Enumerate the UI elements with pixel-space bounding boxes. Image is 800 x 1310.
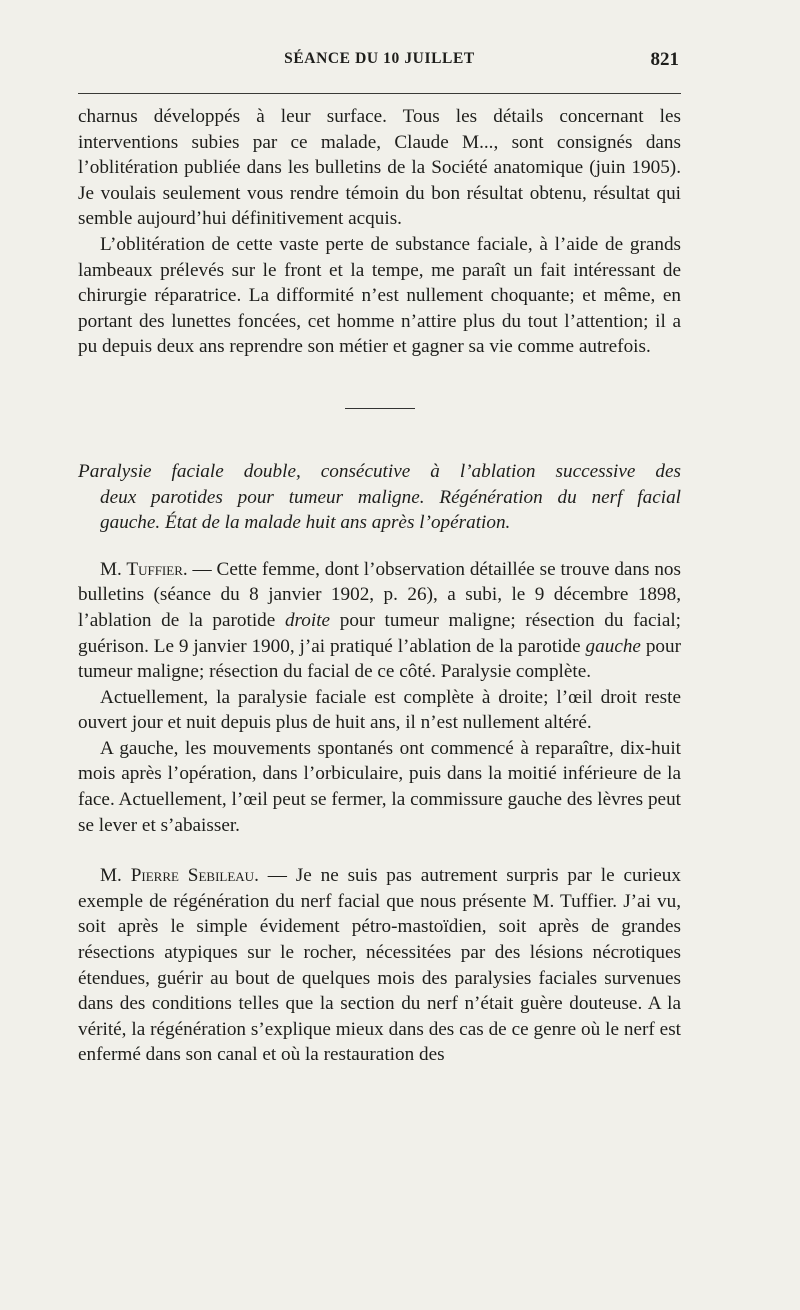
paragraph-tuffier-intro: M. Tuffier. — Cette femme, dont l’observation détaillée se trouve dans nos bulletins (séance du 8 janvier 1902, p. 26), a subi, le 9 décembre 1898, l’ablation de la parotide droite pour tumeur maligne; résection du facial; guérison. Le 9 janvier 1900, j’ai pratiqué l’ablation de la parotide gauche pour tumeur maligne; résection du facial de ce côté. Paralysie complète.: [78, 558, 681, 683]
section-title-line: deux parotides pour tumeur maligne. Régénération du nerf facial: [100, 486, 681, 508]
paragraph-tuffier-left: A gauche, les mouvements spontanés ont commencé à reparaître, dix-huit mois après l’opération, dans l’orbiculaire, puis dans la moitié inférieure de la face. Actuellement, l’œil peut se fermer, la commissure gauche des lèvres peut se lever et s’abaisser.: [78, 737, 681, 836]
speaker-name: M. Pierre Sebileau.: [100, 865, 259, 887]
page-body: [78, 104, 681, 1068]
paragraph-sebileau: M. Pierre Sebileau. — Je ne suis pas autrement surpris par le curieux exemple de régénération du nerf facial que nous présente M. Tuffier. J’ai vu, soit après le simple évidement pétro-mastoïdien, soit après de grandes résections atypiques sur le rocher, nécessitées par des lésions nécrotiques étendues, guérir au bout de quelques mois des paralysies faciales survenues dans des conditions telles que la section du nerf n’était guère douteuse. A la vérité, la régénération s’explique mieux dans des cas de ce genre où le nerf est enfermé dans son canal et où la restauration des: [78, 865, 681, 1066]
section-title: [78, 459, 681, 536]
section-title-line: gauche. État de la malade huit ans après l’opération.: [100, 512, 511, 534]
header-rule: [78, 93, 681, 94]
section-separator: [345, 408, 415, 409]
paragraph-tuffier-right: Actuellement, la paralysie faciale est complète à droite; l’œil droit reste ouvert jour et nuit depuis plus de huit ans, il n’est nullement altéré.: [78, 686, 681, 734]
section-title-line: Paralysie faciale double, consécutive à l’ablation successive des: [78, 460, 681, 482]
emphasis: gauche: [585, 635, 641, 657]
emphasis: droite: [284, 609, 331, 631]
paragraph-continuation: charnus développés à leur surface. Tous les détails concernant les interventions subies par ce malade, Claude M..., sont consignés dans l’oblitération publiée dans les bulletins de la Société anatomique (juin 1905). Je voulais seulement vous rendre témoin du bon résultat obtenu, résultat qui semble aujourd’hui définitivement acquis.: [78, 106, 681, 230]
page-number: 821: [650, 49, 679, 70]
header-title: SÉANCE DU 10 JUILLET: [284, 50, 475, 67]
running-header: [78, 50, 681, 74]
speaker-name: M. Tuffier.: [100, 558, 188, 580]
paragraph-obliteration: L’oblitération de cette vaste perte de substance faciale, à l’aide de grands lambeaux prélevés sur le front et la tempe, me paraît un fait intéressant de chirurgie réparatrice. La difformité n’est nullement choquante; et même, en portant des lunettes foncées, cet homme n’attire plus du tout l’attention; il a pu depuis deux ans reprendre son métier et gagner sa vie comme autrefois.: [78, 233, 681, 358]
